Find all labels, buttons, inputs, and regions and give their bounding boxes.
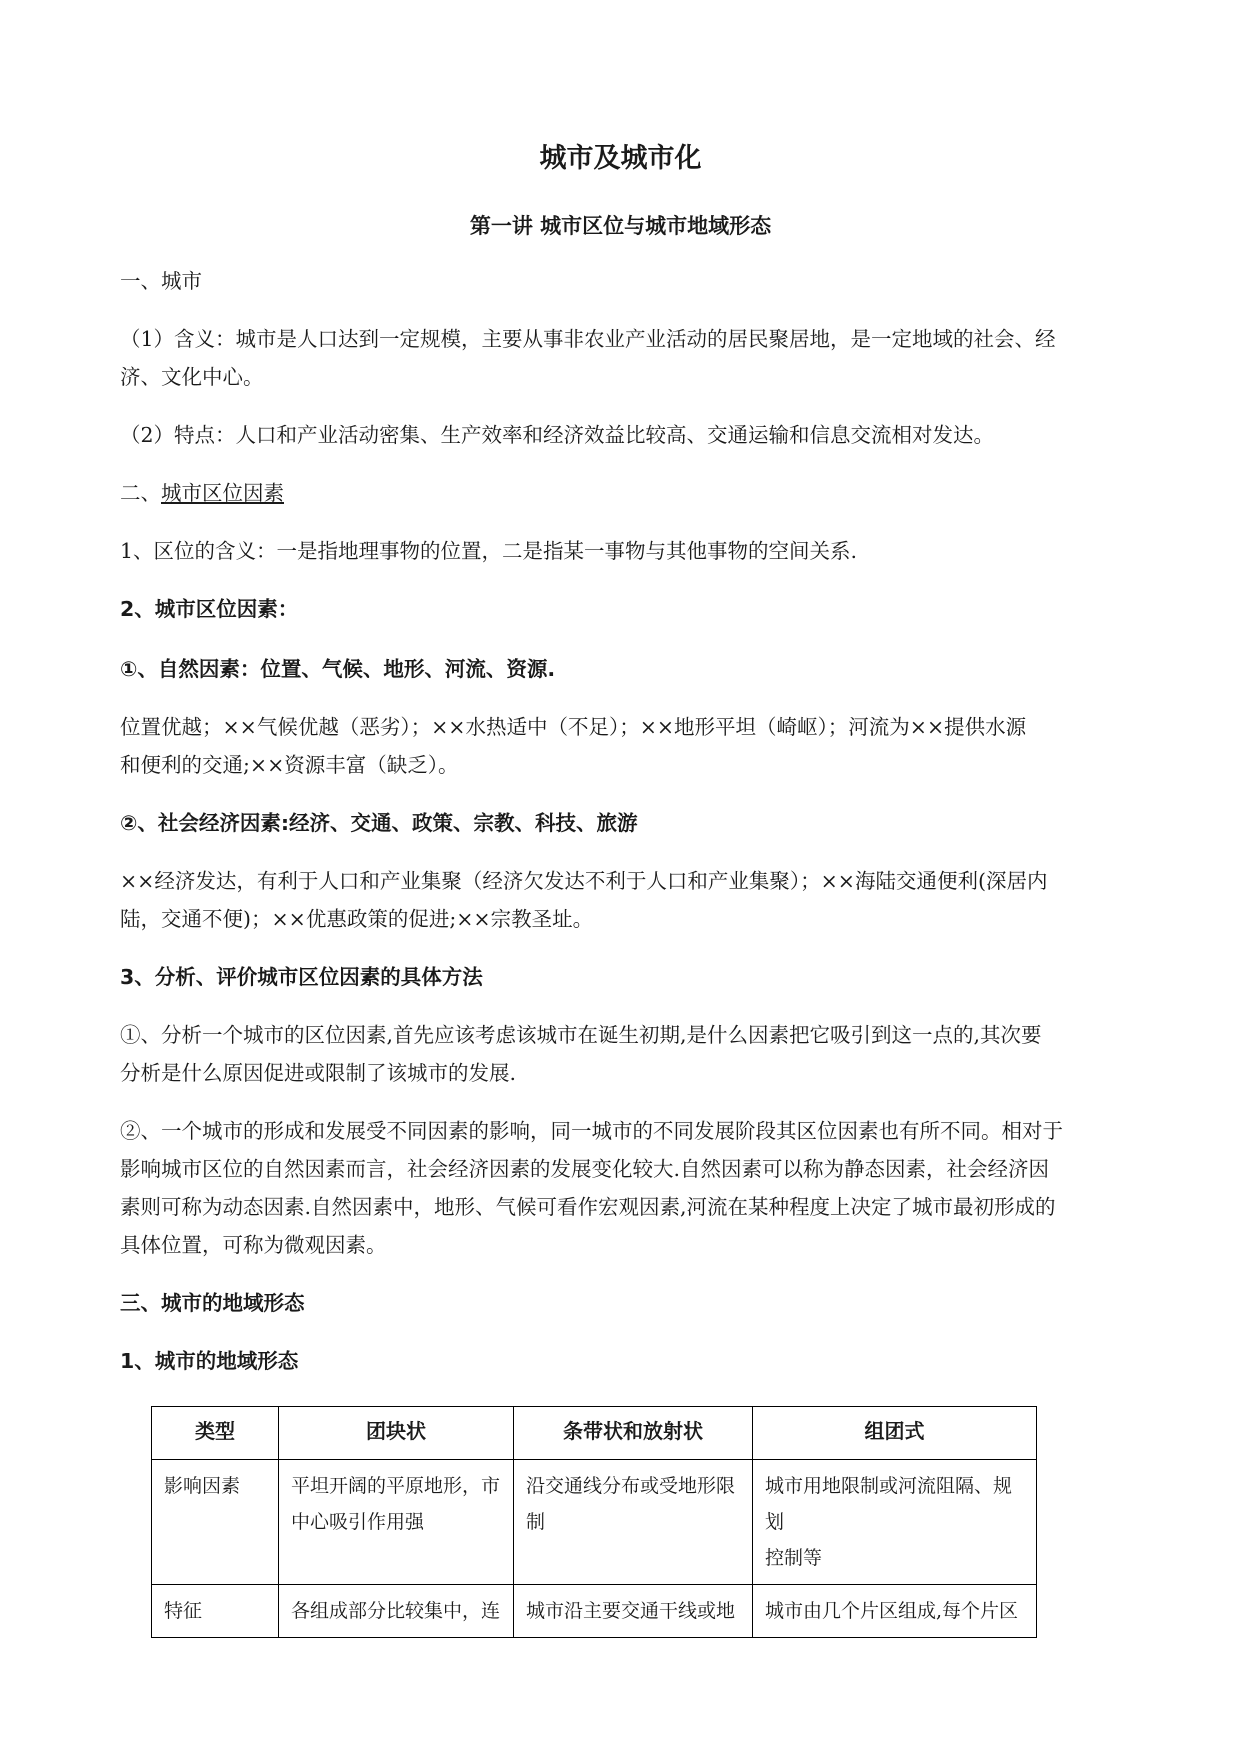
heading-underlined-text: 城市区位因素 [161,481,284,505]
table-header-row [152,1407,1037,1460]
paragraph-definition-line2: 济、文化中心。 [120,365,264,389]
paragraph-natural-line2: 和便利的交通;××资源丰富（缺乏）。 [120,753,459,777]
table-cell-line: 控制等 [765,1547,823,1569]
table-cell-line: 制 [526,1511,546,1533]
paragraph-analysis-2-line3: 素则可称为动态因素.自然因素中，地形、气候可看作宏观因素,河流在某种程度上决定了城市最初形成的 [120,1195,1056,1219]
paragraph-analysis-2-line1: ②、一个城市的形成和发展受不同因素的影响，同一城市的不同发展阶段其区位因素也有所不同。相对于 [120,1119,1063,1143]
heading-prefix: 二、 [120,481,161,505]
document-title: 城市及城市化 [539,143,702,174]
table-cell-line: 城市用地限制或河流阻隔、规划 [765,1475,1013,1533]
table-header-cell: 团块状 [279,1407,514,1460]
table-cell-line: 中心吸引作用强 [291,1511,425,1533]
table-cell [279,1460,514,1585]
table-cell [753,1585,1037,1638]
paragraph-features: （2）特点：人口和产业活动密集、生产效率和经济效益比较高、交通运输和信息交流相对发达。 [120,423,995,447]
paragraph-location-meaning: 1、区位的含义：一是指地理事物的位置，二是指某一事物与其他事物的空间关系. [120,539,858,563]
table-cell-line: 城市由几个片区组成,每个片区 [765,1600,1019,1622]
table-cell [753,1460,1037,1585]
section-heading-city: 一、城市 [120,269,202,293]
table-row [152,1585,1037,1638]
paragraph-analysis-1-line1: ①、分析一个城市的区位因素,首先应该考虑该城市在诞生初期,是什么因素把它吸引到这一点的,其次要 [120,1023,1042,1047]
paragraph-analysis-1-line2: 分析是什么原因促进或限制了该城市的发展. [120,1061,517,1085]
table-cell [514,1585,753,1638]
table-cell-line: 沿交通线分布或受地形限 [526,1475,736,1497]
table-cell-line: 平坦开阔的平原地形，市 [291,1475,501,1497]
section-heading-location-factors [120,474,284,512]
table-cell-line: 各组成部分比较集中，连 [291,1600,501,1622]
subheading-location-factors: 2、城市区位因素： [120,597,299,621]
table-cell-line: 城市沿主要交通干线或地 [526,1600,736,1622]
table-row-label: 影响因素 [152,1460,279,1585]
table-row [152,1460,1037,1585]
subheading-urban-form: 1、城市的地域形态 [120,1349,299,1373]
table-cell [514,1460,753,1585]
subheading-socioeconomic-factors: ②、社会经济因素:经济、交通、政策、宗教、科技、旅游 [120,811,638,835]
paragraph-definition-line1: （1）含义：城市是人口达到一定规模，主要从事非农业产业活动的居民聚居地，是一定地域的社会、经 [120,327,1056,351]
table-header-cell: 组团式 [753,1407,1037,1460]
table-cell [279,1585,514,1638]
subheading-natural-factors: ①、自然因素：位置、气候、地形、河流、资源. [120,657,556,681]
subheading-analysis-method: 3、分析、评价城市区位因素的具体方法 [120,965,483,989]
table-header-cell: 类型 [152,1407,279,1460]
paragraph-socioeconomic-line2: 陆，交通不便)；××优惠政策的促进;××宗教圣址。 [120,907,594,931]
paragraph-analysis-2-line4: 具体位置，可称为微观因素。 [120,1233,387,1257]
section-heading-urban-form: 三、城市的地域形态 [120,1291,305,1315]
paragraph-socioeconomic-line1: ××经济发达，有利于人口和产业集聚（经济欠发达不利于人口和产业集聚）；××海陆交通便利(深居内 [120,869,1048,893]
paragraph-analysis-2-line2: 影响城市区位的自然因素而言，社会经济因素的发展变化较大.自然因素可以称为静态因素，社会经济因 [120,1157,1050,1181]
paragraph-natural-line1: 位置优越；××气候优越（恶劣）；××水热适中（不足）；××地形平坦（崎岖）；河流为××提供水源 [120,715,1027,739]
table-row-label: 特征 [152,1585,279,1638]
urban-form-table [151,1406,1037,1638]
table-header-cell: 条带状和放射状 [514,1407,753,1460]
document-subtitle: 第一讲 城市区位与城市地域形态 [469,214,772,238]
